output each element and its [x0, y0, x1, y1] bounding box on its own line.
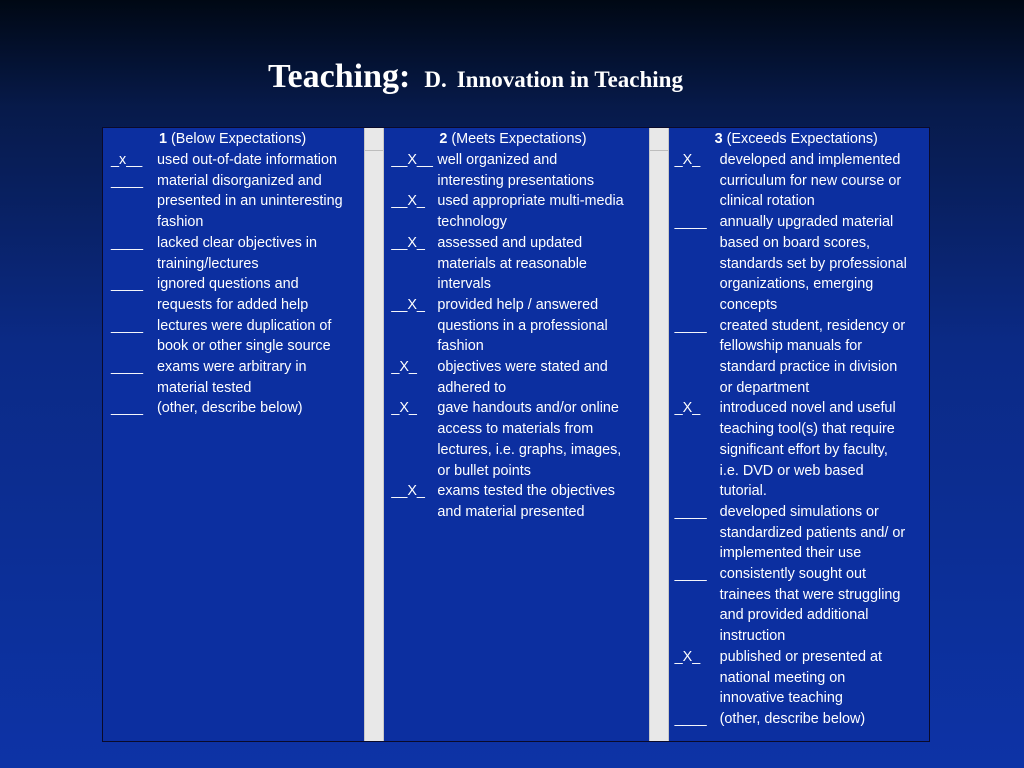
column-header [384, 129, 648, 150]
checkmark-field: _X_ [674, 648, 701, 665]
column-label: (Exceeds Expectations) [726, 131, 878, 147]
criteria-item [669, 150, 929, 212]
criteria-line: or bullet points [437, 462, 531, 479]
checkmark-field: __X_ [391, 234, 425, 251]
title-main: Teaching: [268, 58, 411, 95]
checkmark-field: _X_ [391, 400, 417, 417]
criteria-line: standard practice in division [719, 359, 898, 376]
checkmark-field: ____ [111, 317, 144, 334]
criteria-line: exams tested the objectives [437, 483, 615, 500]
criteria-text [669, 564, 929, 647]
column-meets-expectations [384, 128, 648, 741]
criteria-item [669, 647, 929, 709]
criteria-list [669, 150, 929, 730]
criteria-line: access to materials from [437, 421, 594, 438]
criteria-text [669, 150, 929, 212]
criteria-line: i.e. DVD or web based [719, 462, 864, 479]
criteria-text [669, 502, 929, 564]
criteria-item [669, 316, 929, 399]
criteria-item [384, 233, 648, 295]
criteria-item [384, 357, 648, 398]
column-below-expectations [103, 128, 364, 741]
criteria-line: well organized and [437, 152, 558, 168]
criteria-line: created student, residency or [719, 317, 906, 334]
criteria-line: clinical rotation [719, 193, 815, 210]
criteria-list [384, 150, 648, 523]
criteria-line: organizations, emerging [719, 276, 874, 293]
criteria-line: intervals [437, 276, 491, 293]
criteria-line: implemented their use [719, 545, 862, 562]
column-number: 2 [439, 131, 448, 147]
criteria-line: gave handouts and/or online [437, 400, 619, 417]
checkmark-field: ____ [111, 359, 144, 376]
criteria-line: material disorganized and [157, 172, 322, 189]
criteria-item [669, 212, 929, 316]
checkmark-field: _X_ [674, 400, 701, 417]
criteria-line: exams were arbitrary in [157, 359, 307, 376]
criteria-text [669, 212, 929, 316]
checkmark-field: ____ [111, 276, 144, 293]
checkmark-field: __X_ [391, 296, 425, 313]
column-label: (Below Expectations) [171, 131, 307, 147]
criteria-line: based on board scores, [719, 234, 871, 251]
column-header [669, 129, 929, 150]
criteria-line: significant effort by faculty, [719, 441, 888, 458]
criteria-item [384, 150, 648, 191]
column-header [103, 129, 364, 150]
title-section-text: Innovation in Teaching [456, 67, 683, 92]
criteria-line: (other, describe below) [719, 710, 866, 727]
criteria-text [669, 709, 929, 730]
criteria-item [103, 171, 364, 233]
criteria-item [669, 502, 929, 564]
criteria-line: tutorial. [719, 483, 767, 500]
column-number: 3 [714, 131, 723, 147]
criteria-line: interesting presentations [437, 172, 595, 189]
criteria-line: standardized patients and/ or [719, 524, 906, 541]
criteria-item [384, 481, 648, 522]
criteria-text [669, 647, 929, 709]
criteria-item [669, 709, 929, 730]
criteria-list [103, 150, 364, 419]
checkmark-field: _x__ [111, 152, 143, 168]
checkmark-field: ____ [111, 172, 144, 189]
checkmark-field: __X_ [391, 193, 425, 210]
checkmark-field: _X_ [674, 152, 701, 168]
column-label: (Meets Expectations) [451, 131, 587, 147]
criteria-text [669, 316, 929, 399]
criteria-line: and material presented [437, 503, 585, 520]
criteria-line: ignored questions and [157, 276, 299, 293]
criteria-line: assessed and updated [437, 234, 583, 251]
criteria-line: consistently sought out [719, 566, 867, 583]
criteria-line: fellowship manuals for [719, 338, 862, 355]
criteria-line: training/lectures [157, 255, 259, 272]
checkmark-field: _X_ [391, 359, 417, 376]
checkmark-field: ____ [674, 710, 707, 727]
criteria-line: (other, describe below) [157, 400, 303, 417]
column-divider [649, 128, 669, 741]
column-exceeds-expectations [669, 128, 929, 741]
checkmark-field: ____ [674, 566, 707, 583]
criteria-line: presented in an uninteresting [157, 193, 343, 210]
criteria-item [384, 295, 648, 357]
page-title [268, 58, 683, 96]
criteria-line: fashion [157, 214, 204, 231]
criteria-item [103, 357, 364, 398]
criteria-line: adhered to [437, 379, 507, 396]
rating-table [102, 127, 930, 742]
criteria-line: developed simulations or [719, 503, 879, 520]
criteria-line: provided help / answered [437, 296, 599, 313]
checkmark-field: ____ [674, 214, 707, 231]
criteria-line: or department [719, 379, 810, 396]
criteria-line: material tested [157, 379, 252, 396]
criteria-line: concepts [719, 296, 778, 313]
criteria-line: used out-of-date information [157, 152, 337, 168]
checkmark-field: ____ [674, 317, 707, 334]
criteria-item [103, 316, 364, 357]
criteria-text [384, 357, 648, 398]
criteria-item [384, 191, 648, 232]
criteria-line: technology [437, 214, 507, 231]
checkmark-field: ____ [111, 400, 144, 417]
criteria-line: instruction [719, 628, 786, 645]
criteria-line: objectives were stated and [437, 359, 608, 376]
checkmark-field: __X__ [391, 152, 433, 168]
checkmark-field: ____ [674, 503, 707, 520]
criteria-line: used appropriate multi-media [437, 193, 624, 210]
criteria-line: lacked clear objectives in [157, 234, 317, 251]
criteria-line: fashion [437, 338, 484, 355]
criteria-line: lectures were duplication of [157, 317, 332, 334]
criteria-line: trainees that were struggling [719, 586, 901, 603]
criteria-item [669, 564, 929, 647]
criteria-line: national meeting on [719, 669, 846, 686]
criteria-item [103, 233, 364, 274]
criteria-line: standards set by professional [719, 255, 907, 272]
title-subtitle [424, 67, 683, 92]
criteria-item [103, 150, 364, 171]
criteria-line: requests for added help [157, 296, 309, 313]
checkmark-field: ____ [111, 234, 144, 251]
title-section-letter: D. [424, 67, 447, 92]
criteria-text [669, 398, 929, 502]
criteria-line: published or presented at [719, 648, 883, 665]
criteria-line: materials at reasonable [437, 255, 587, 272]
criteria-line: curriculum for new course or [719, 172, 902, 189]
criteria-item [669, 398, 929, 502]
criteria-item [384, 398, 648, 481]
criteria-line: developed and implemented [719, 152, 901, 168]
column-divider [364, 128, 384, 741]
criteria-line: questions in a professional [437, 317, 608, 334]
criteria-line: innovative teaching [719, 690, 843, 707]
criteria-line: book or other single source [157, 338, 331, 355]
criteria-line: annually upgraded material [719, 214, 894, 231]
checkmark-field: __X_ [391, 483, 425, 500]
criteria-line: lectures, i.e. graphs, images, [437, 441, 622, 458]
criteria-text [384, 398, 648, 481]
column-number: 1 [159, 131, 168, 147]
criteria-line: and provided additional [719, 607, 869, 624]
criteria-item [103, 398, 364, 419]
criteria-line: teaching tool(s) that require [719, 421, 895, 438]
criteria-line: introduced novel and useful [719, 400, 896, 417]
criteria-item [103, 274, 364, 315]
